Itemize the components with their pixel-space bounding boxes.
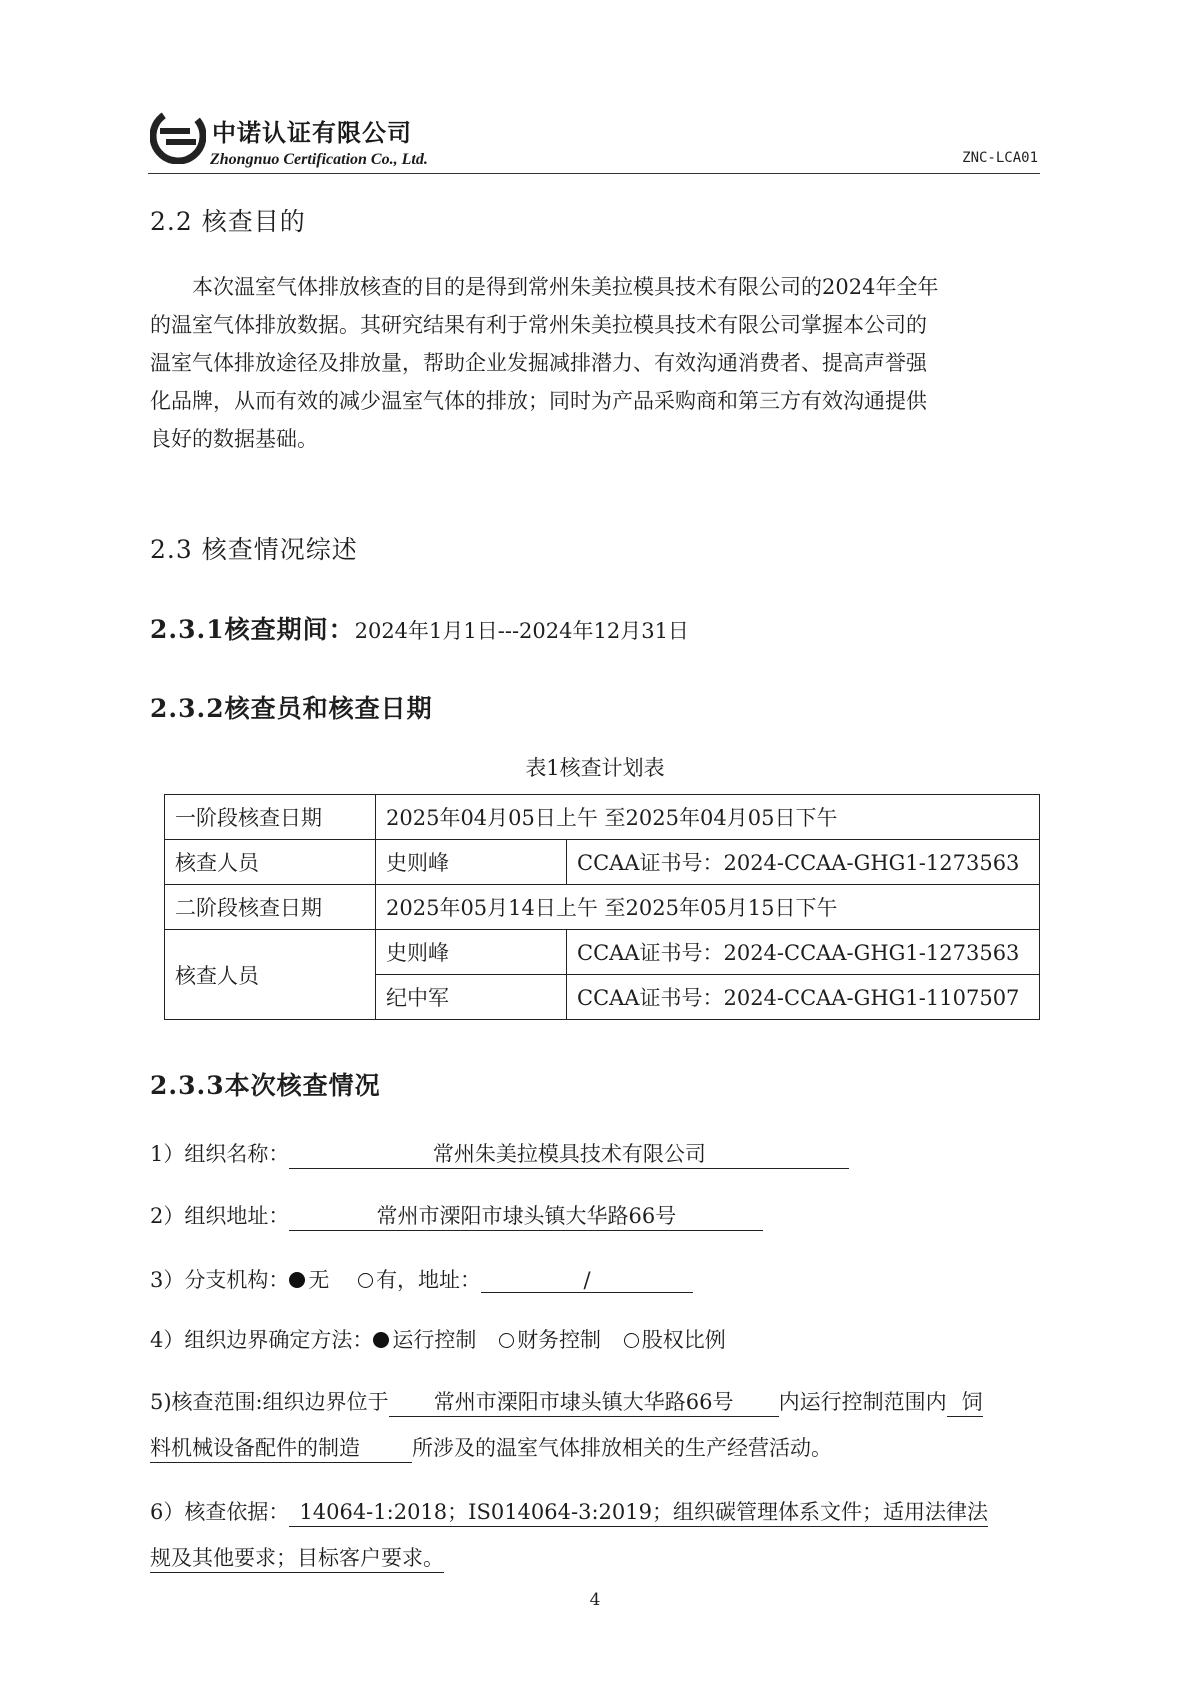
paragraph-line: 温室气体排放途径及排放量，帮助企业发掘减排潜力、有效沟通消费者、提高声誉强 <box>150 351 927 375</box>
boundary-option-equity: 股权比例 <box>641 1328 726 1352</box>
boundary-option-operational: 运行控制 <box>392 1328 477 1352</box>
branch-label: 3）分支机构： <box>150 1268 290 1292</box>
scope-product-part2: 料机械设备配件的制造 <box>150 1432 412 1463</box>
paragraph-line: 的温室气体排放数据。其研究结果有利于常州朱美拉模具技术有限公司掌握本公司的 <box>150 313 927 337</box>
basis-value-line1: 14064-1:2018；IS014064-3:2019；组织碳管理体系文件；适用法律法 <box>289 1496 988 1527</box>
audit-plan-table <box>164 794 1040 1020</box>
table-cell: CCAA证书号：2024-CCAA-GHG1-1273563 <box>567 840 1040 885</box>
table-cell: 一阶段核查日期 <box>165 795 376 840</box>
org-address-label: 2）组织地址： <box>150 1204 290 1228</box>
page-number: 4 <box>589 1590 601 1610</box>
table-cell: 史则峰 <box>376 840 567 885</box>
table-cell: 2025年05月14日上午 至2025年05月15日下午 <box>376 885 1040 930</box>
scope-prefix: 5)核查范围:组织边界位于 <box>150 1390 389 1414</box>
org-name-item <box>150 1138 849 1169</box>
org-name-label: 1）组织名称： <box>150 1142 290 1166</box>
radio-unselected-icon <box>358 1273 373 1288</box>
paragraph-line: 本次温室气体排放核查的目的是得到常州朱美拉模具技术有限公司的2024年全年 <box>192 275 939 299</box>
section-2-3-3-heading: 2.3.3本次核查情况 <box>150 1071 381 1100</box>
basis-item-line1 <box>150 1496 988 1527</box>
zhongnuo-logo-icon <box>150 108 206 164</box>
radio-selected-icon <box>373 1332 389 1348</box>
branch-address-value: / <box>481 1268 693 1293</box>
table-row <box>165 840 1040 885</box>
table-cell: 史则峰 <box>376 930 567 975</box>
radio-unselected-icon <box>624 1333 639 1348</box>
document-code: ZNC-LCA01 <box>962 150 1038 166</box>
table-cell: 核查人员 <box>165 930 376 1020</box>
table-cell: CCAA证书号：2024-CCAA-GHG1-1107507 <box>567 975 1040 1020</box>
scope-mid: 内运行控制范围内 <box>778 1390 947 1414</box>
radio-selected-icon <box>289 1272 305 1288</box>
audit-period-value: 2024年1月1日---2024年12月31日 <box>354 619 689 643</box>
branch-item <box>150 1264 693 1294</box>
section-2-2-heading: 2.2 核查目的 <box>150 207 306 236</box>
company-name-cn: 中诺认证有限公司 <box>212 119 412 147</box>
scope-address: 常州市溧阳市埭头镇大华路66号 <box>389 1386 779 1417</box>
boundary-method-item <box>150 1324 726 1354</box>
section-2-3-1 <box>150 610 689 646</box>
section-2-3-2-heading: 2.3.2核查员和核查日期 <box>150 694 433 723</box>
table-row <box>165 795 1040 840</box>
header-divider <box>148 173 1040 174</box>
branch-none-option: 无 <box>308 1268 330 1292</box>
company-name-en: Zhongnuo Certification Co., Ltd. <box>210 151 428 168</box>
table-row <box>165 930 1040 975</box>
section-2-3-heading: 2.3 核查情况综述 <box>150 535 358 564</box>
table-cell: 2025年04月05日上午 至2025年04月05日下午 <box>376 795 1040 840</box>
table-cell: 二阶段核查日期 <box>165 885 376 930</box>
scope-item-line2 <box>150 1432 832 1463</box>
boundary-option-financial: 财务控制 <box>517 1328 602 1352</box>
table-row <box>165 885 1040 930</box>
org-address-value: 常州市溧阳市埭头镇大华路66号 <box>289 1200 763 1231</box>
paragraph-line: 化品牌，从而有效的减少温室气体的排放；同时为产品采购商和第三方有效沟通提供 <box>150 389 927 413</box>
table-cell: 纪中军 <box>376 975 567 1020</box>
scope-suffix: 所涉及的温室气体排放相关的生产经营活动。 <box>412 1436 832 1460</box>
section-2-3-1-heading: 2.3.1核查期间： <box>150 615 355 644</box>
scope-product-part1: 饲 <box>947 1386 983 1417</box>
table-caption: 表1核查计划表 <box>525 756 665 780</box>
radio-unselected-icon <box>499 1333 514 1348</box>
basis-label: 6）核查依据： <box>150 1500 290 1524</box>
scope-item-line1 <box>150 1386 983 1417</box>
branch-yes-option: 有，地址： <box>376 1268 482 1292</box>
basis-item-line2 <box>150 1542 444 1573</box>
basis-value-line2: 规及其他要求；目标客户要求。 <box>150 1542 444 1573</box>
org-name-value: 常州朱美拉模具技术有限公司 <box>289 1138 849 1169</box>
boundary-method-label: 4）组织边界确定方法： <box>150 1328 374 1352</box>
table-cell: 核查人员 <box>165 840 376 885</box>
table-cell: CCAA证书号：2024-CCAA-GHG1-1273563 <box>567 930 1040 975</box>
section-2-2-paragraph <box>150 268 1040 458</box>
org-address-item <box>150 1200 763 1231</box>
paragraph-line: 良好的数据基础。 <box>150 427 318 451</box>
